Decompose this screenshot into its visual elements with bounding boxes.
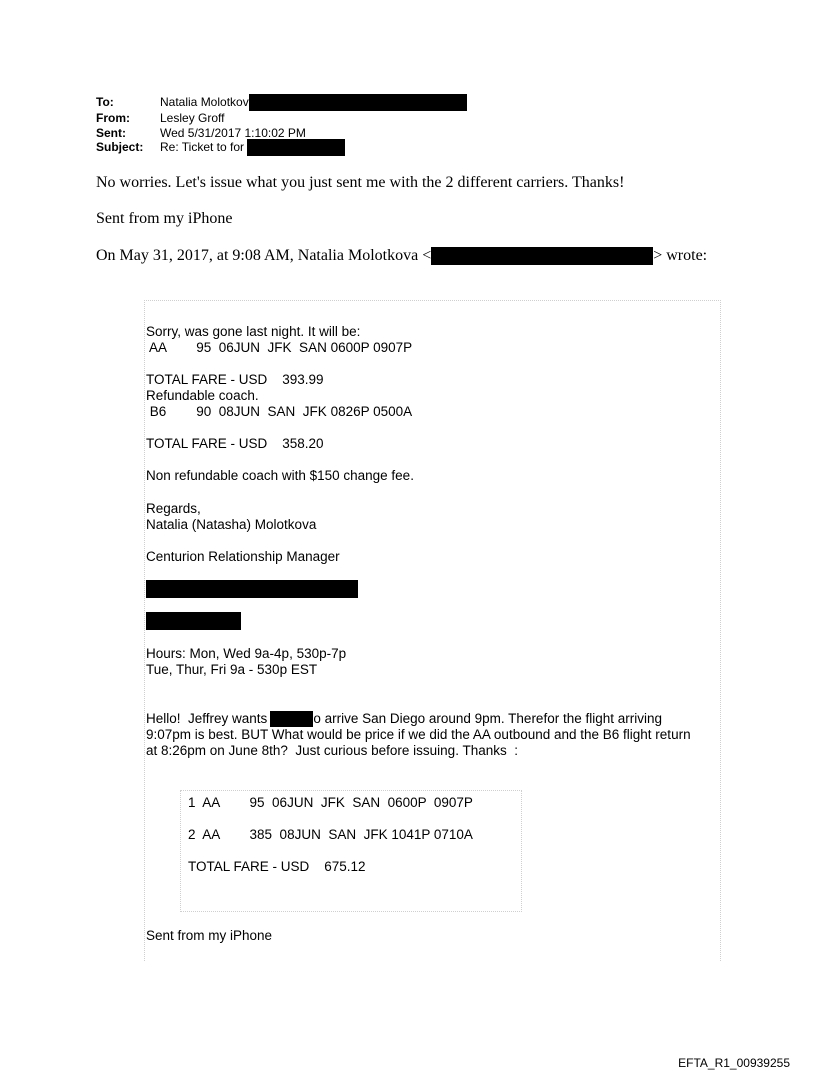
- redaction-bar: [146, 612, 241, 630]
- sender-name: Natalia (Natasha) Molotkova: [146, 517, 317, 532]
- subject-row: [96, 140, 467, 156]
- fare-line: TOTAL FARE - USD 358.20: [146, 436, 324, 451]
- regards-text: Regards,: [146, 501, 201, 516]
- hello-line: 9:07pm is best. BUT What would be price if we did the AA outbound and the B6 flight return: [146, 727, 691, 742]
- reply-signature: Sent from my iPhone: [96, 210, 233, 227]
- flight-line: AA 95 06JUN JFK SAN 0600P 0907P: [146, 340, 413, 355]
- from-row: [96, 111, 467, 126]
- redaction-bar: [247, 139, 345, 156]
- fare-line: TOTAL FARE - USD 393.99: [146, 372, 324, 387]
- to-row: [96, 95, 467, 111]
- fare-note: Refundable coach.: [146, 388, 259, 403]
- email-header: [96, 95, 467, 156]
- fare-note: Non refundable coach with $150 change fee.: [146, 468, 414, 483]
- hours-line: Hours: Mon, Wed 9a-4p, 530p-7p: [146, 646, 347, 661]
- flight-line: B6 90 08JUN SAN JFK 0826P 0500A: [146, 404, 413, 419]
- from-label: From:: [96, 111, 130, 125]
- subject-value: Re: Ticket to for: [160, 140, 345, 156]
- document-id: EFTA_R1_00939255: [678, 1056, 790, 1070]
- subject-label: Subject:: [96, 140, 144, 154]
- itinerary-row: 2 AA 385 08JUN SAN JFK 1041P 0710A: [188, 827, 473, 842]
- to-value: Natalia Molotkov: [160, 95, 467, 111]
- to-label: To:: [96, 95, 114, 109]
- hello-line: at 8:26pm on June 8th? Just curious before issuing. Thanks :: [146, 743, 518, 758]
- sender-title: Centurion Relationship Manager: [146, 549, 340, 564]
- redaction-bar: [146, 580, 358, 598]
- quoted-signature: Sent from my iPhone: [146, 928, 273, 943]
- itinerary-total: TOTAL FARE - USD 675.12: [188, 859, 366, 874]
- reply-text: No worries. Let's issue what you just sent me with the 2 different carriers. Thanks!: [96, 174, 625, 191]
- hello-line: Hello! Jeffrey wants o arrive San Diego around 9pm. Therefor the flight arriving: [146, 711, 662, 726]
- sent-label: Sent:: [96, 125, 126, 140]
- itinerary-row: 1 AA 95 06JUN JFK SAN 0600P 0907P: [188, 795, 473, 810]
- redaction-bar: [249, 94, 467, 111]
- quoted-line: Sorry, was gone last night. It will be:: [146, 324, 361, 339]
- quote-intro: On May 31, 2017, at 9:08 AM, Natalia Molotkova < > wrote:: [96, 247, 708, 264]
- from-value: Lesley Groff: [160, 111, 225, 125]
- sent-row: [96, 126, 467, 141]
- hours-line: Tue, Thur, Fri 9a - 530p EST: [146, 662, 318, 677]
- sent-value: Wed 5/31/2017 1:10:02 PM: [160, 125, 306, 140]
- redaction-bar: [270, 711, 313, 727]
- redaction-bar: [431, 247, 653, 265]
